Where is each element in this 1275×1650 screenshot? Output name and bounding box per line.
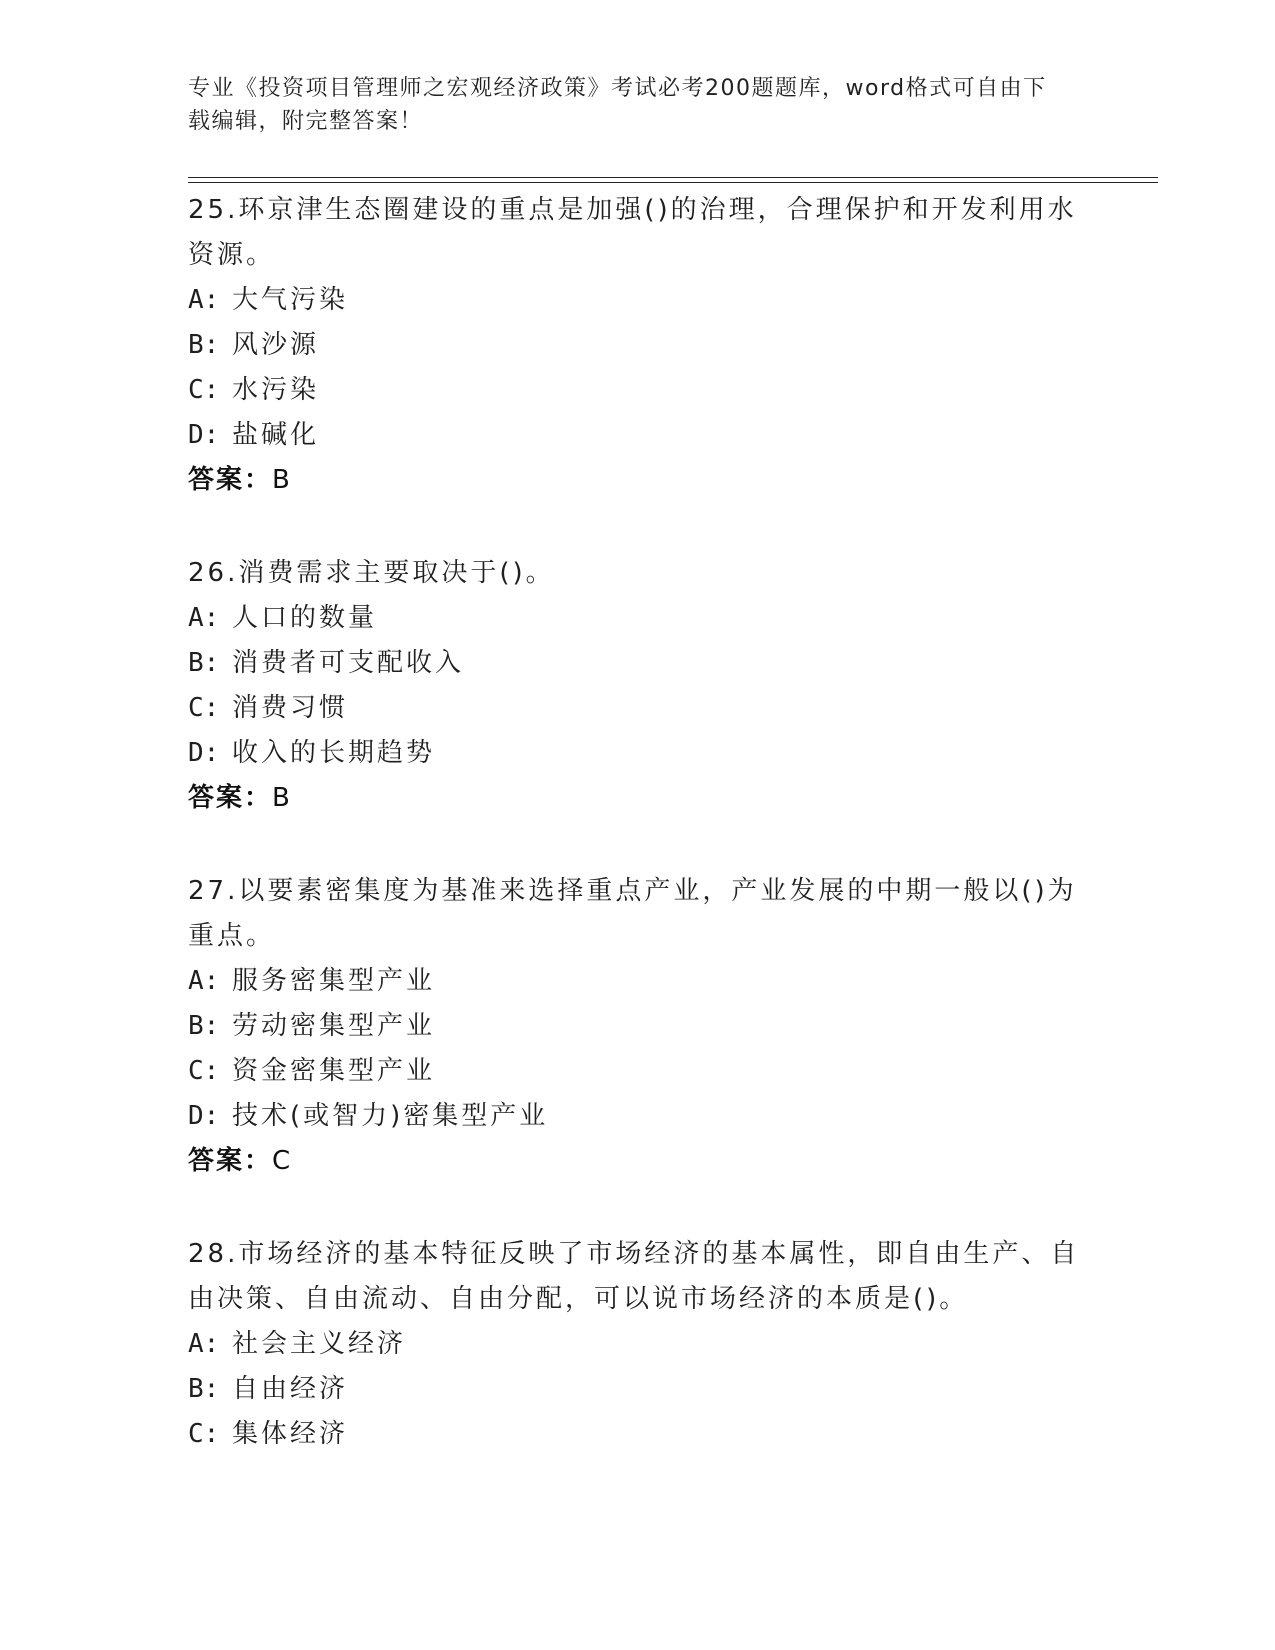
option-text: 集体经济 (232, 1419, 349, 1449)
option-text: 资金密集型产业 (232, 1056, 436, 1086)
option-text: 盐碱化 (232, 420, 320, 450)
option-letter: B: (188, 1374, 220, 1404)
question-stem: 28.市场经济的基本特征反映了市场经济的基本属性，即自由生产、自由决策、自由流动、自由分配，可以说市场经济的本质是()。 (188, 1239, 1080, 1314)
option-letter: A: (188, 1329, 220, 1359)
option-text: 大气污染 (232, 285, 349, 315)
option-d (188, 731, 1088, 776)
option-letter: B: (188, 1011, 220, 1041)
option-letter: D: (188, 738, 220, 768)
option-text: 消费习惯 (232, 693, 349, 723)
option-text: 水污染 (232, 375, 320, 405)
answer-label: 答案： (188, 465, 273, 495)
header-divider-top (188, 177, 1158, 178)
question-list (188, 188, 1088, 1505)
answer-line (188, 776, 1088, 821)
option-text: 收入的长期趋势 (232, 738, 436, 768)
option-a (188, 1322, 1088, 1367)
option-letter: A: (188, 285, 220, 315)
document-header: 专业《投资项目管理师之宏观经济政策》考试必考200题题库，word格式可自由下载编辑，附完整答案！ (188, 76, 1047, 134)
option-text: 风沙源 (232, 330, 320, 360)
option-c (188, 686, 1088, 731)
answer-label: 答案： (188, 783, 273, 813)
option-d (188, 413, 1088, 458)
option-letter: A: (188, 966, 220, 996)
option-letter: D: (188, 420, 220, 450)
option-text: 服务密集型产业 (232, 966, 436, 996)
option-a (188, 278, 1088, 323)
answer-line (188, 1139, 1088, 1184)
question-stem: 25.环京津生态圈建设的重点是加强()的治理，合理保护和开发利用水资源。 (188, 195, 1077, 270)
option-letter: D: (188, 1101, 220, 1131)
option-c (188, 1412, 1088, 1457)
option-letter: C: (188, 1419, 220, 1449)
option-b (188, 1004, 1088, 1049)
option-b (188, 1367, 1088, 1412)
option-letter: B: (188, 648, 220, 678)
question-stem: 27.以要素密集度为基准来选择重点产业，产业发展的中期一般以()为重点。 (188, 876, 1077, 951)
option-text: 人口的数量 (232, 603, 378, 633)
question-25 (188, 188, 1088, 503)
option-a (188, 959, 1088, 1004)
option-d (188, 1094, 1088, 1139)
answer-value: B (272, 783, 290, 813)
option-text: 劳动密集型产业 (232, 1011, 436, 1041)
option-text: 自由经济 (232, 1374, 349, 1404)
option-b (188, 323, 1088, 368)
question-28 (188, 1232, 1088, 1457)
option-letter: C: (188, 693, 220, 723)
option-letter: C: (188, 375, 220, 405)
option-letter: C: (188, 1056, 220, 1086)
answer-value: B (272, 465, 290, 495)
header-divider-bottom (188, 182, 1158, 183)
option-text: 技术(或智力)密集型产业 (232, 1101, 549, 1131)
option-text: 社会主义经济 (232, 1329, 407, 1359)
answer-value: C (272, 1146, 291, 1176)
option-b (188, 641, 1088, 686)
answer-label: 答案： (188, 1146, 273, 1176)
option-text: 消费者可支配收入 (232, 648, 465, 678)
answer-line (188, 458, 1088, 503)
question-27 (188, 869, 1088, 1184)
option-c (188, 368, 1088, 413)
question-stem: 26.消费需求主要取决于()。 (188, 558, 555, 588)
option-c (188, 1049, 1088, 1094)
question-26 (188, 551, 1088, 821)
option-letter: B: (188, 330, 220, 360)
option-a (188, 596, 1088, 641)
option-letter: A: (188, 603, 220, 633)
